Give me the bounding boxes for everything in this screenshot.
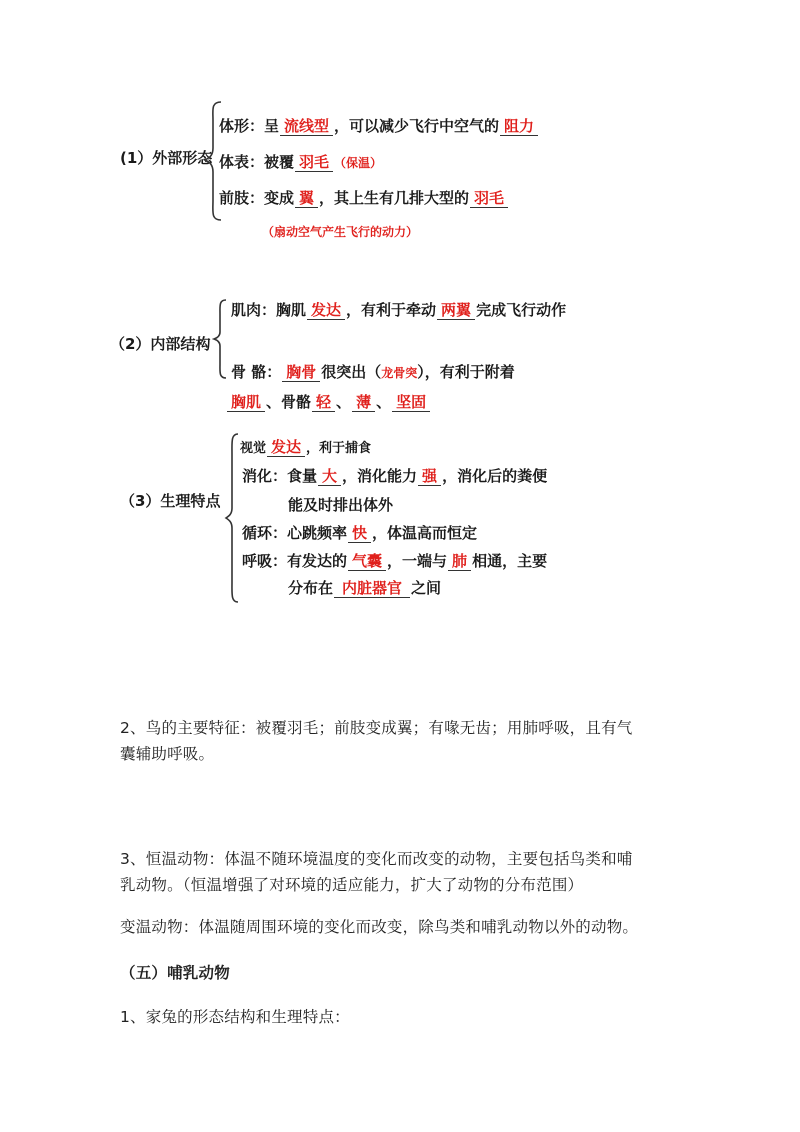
paragraph-3-line-1: 3、恒温动物：体温不随环境温度的变化而改变的动物，主要包括鸟类和哺 <box>120 850 633 868</box>
internal-line-1: 肌肉：胸肌 发达 ，有利于牵动 两翼 完成飞行动作 <box>231 301 567 319</box>
note-flight-power: （扇动空气产生飞行的动力） <box>262 225 419 239</box>
answer-lung: 肺 <box>448 553 471 571</box>
answer-thin: 薄 <box>352 394 375 412</box>
physiology-line-1: 视觉 发达 ，利于捕食 <box>240 438 372 456</box>
internal-heading: （2）内部结构 <box>110 335 211 353</box>
answer-streamline: 流线型 <box>280 118 333 136</box>
physiology-line-6: 分布在 内脏器官 之间 <box>288 579 442 597</box>
answer-fast: 快 <box>348 525 371 543</box>
answer-air-sacs: 气囊 <box>348 553 386 571</box>
answer-resistance: 阻力 <box>500 118 538 136</box>
paragraph-2-line-1: 2、鸟的主要特征：被覆羽毛；前肢变成翼；有喙无齿；用肺呼吸，且有气 <box>120 719 633 737</box>
external-line-2: 体表：被覆 羽毛 （保温） <box>219 153 383 171</box>
physiology-line-3: 能及时排出体外 <box>288 496 394 514</box>
internal-line-3: 胸肌 、骨骼 轻 、 薄 、 坚固 <box>226 391 431 412</box>
external-line-3: 前肢：变成 翼 ，其上生有几排大型的 羽毛 <box>219 187 509 208</box>
answer-sternum: 胸骨 <box>282 364 320 382</box>
physiology-line-5: 呼吸：有发达的 气囊 ，一端与 肺 相通，主要 <box>242 552 548 570</box>
external-heading: (1）外部形态 <box>120 149 213 167</box>
paragraph-2-line-2: 囊辅助呼吸。 <box>120 745 215 763</box>
internal-line-2: 骨 骼： 胸骨 很突出（龙骨突），有利于附着 <box>231 363 515 381</box>
answer-light: 轻 <box>312 394 335 412</box>
physiology-brace <box>224 432 240 604</box>
section-heading: （五）哺乳动物 <box>120 964 230 982</box>
note-warmth: （保温） <box>334 156 383 170</box>
internal-brace <box>212 298 228 380</box>
paragraph-3-line-2: 乳动物。（恒温增强了对环境的适应能力，扩大了动物的分布范围） <box>120 876 584 894</box>
answer-large: 大 <box>318 468 341 486</box>
answer-developed: 发达 <box>307 302 345 320</box>
answer-two-wings: 两翼 <box>437 302 475 320</box>
answer-feathers-2: 羽毛 <box>470 190 508 208</box>
external-line-1: 体形：呈 流线型 ，可以减少飞行中空气的 阻力 <box>219 115 539 136</box>
answer-wing: 翼 <box>295 190 318 208</box>
physiology-line-2: 消化：食量 大 ，消化能力 强 ，消化后的粪便 <box>242 467 548 485</box>
answer-strong: 坚固 <box>392 394 430 412</box>
note-keel: 龙骨突 <box>381 366 418 380</box>
answer-pectoral: 胸肌 <box>227 394 265 412</box>
paragraph-5: 1、家兔的形态结构和生理特点： <box>120 1008 350 1026</box>
physiology-line-4: 循环：心跳频率 快 ，体温高而恒定 <box>242 524 478 542</box>
answer-vision: 发达 <box>267 439 305 457</box>
paragraph-4: 变温动物：体温随周围环境的变化而改变，除鸟类和哺乳动物以外的动物。 <box>120 918 639 936</box>
physiology-heading: （3）生理特点 <box>120 492 221 510</box>
answer-feathers: 羽毛 <box>295 154 333 172</box>
answer-strong-digest: 强 <box>418 468 441 486</box>
answer-organs: 内脏器官 <box>334 580 410 598</box>
